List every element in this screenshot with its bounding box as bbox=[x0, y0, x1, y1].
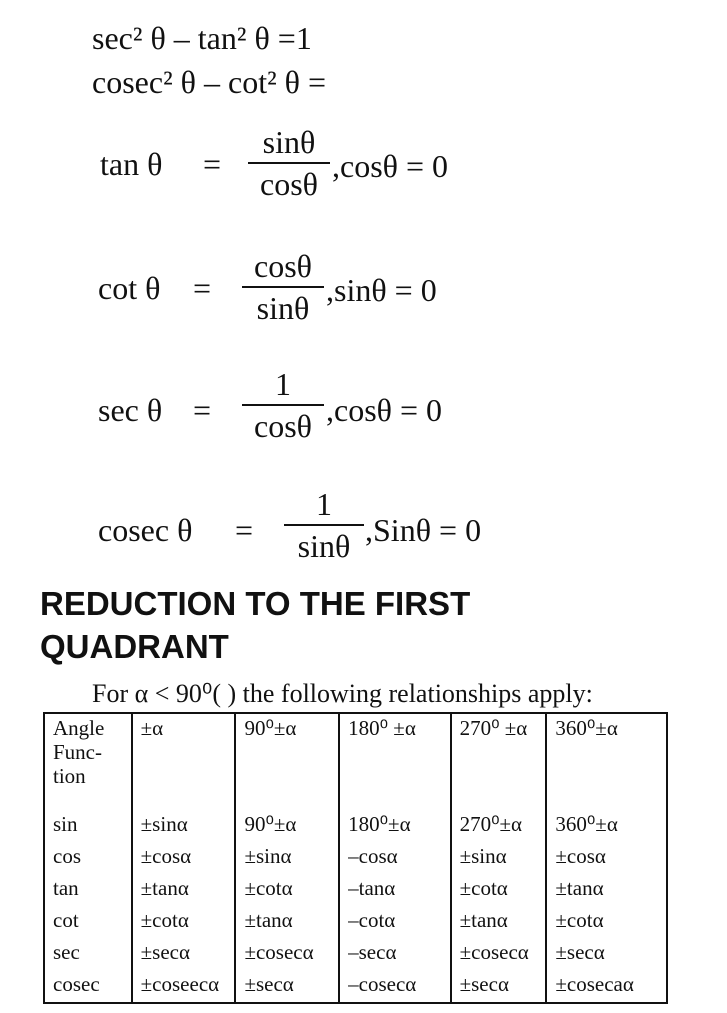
identity-sec-tan: sec² θ – tan² θ =1 bbox=[92, 20, 312, 56]
def-sec-fraction bbox=[242, 366, 324, 444]
table-cell: ±tanα bbox=[132, 874, 236, 906]
def-cosec-numerator: 1 bbox=[316, 486, 332, 522]
table-cell-function: cos bbox=[44, 842, 132, 874]
table-cell: –secα bbox=[339, 938, 450, 970]
def-cosec-equals: = bbox=[235, 512, 254, 548]
def-cosec-condition: ,Sinθ = 0 bbox=[365, 512, 482, 548]
table-cell: ±sinα bbox=[132, 810, 236, 842]
table-cell: ±tanα bbox=[546, 874, 667, 906]
table-cell: 180⁰±α bbox=[339, 810, 450, 842]
def-tan-denominator: cosθ bbox=[260, 166, 318, 202]
table-cell-function: cosec bbox=[44, 970, 132, 1003]
table-cell: ±cotα bbox=[451, 874, 547, 906]
def-tan-condition: ,cosθ = 0 bbox=[332, 148, 449, 184]
def-cot-lhs: cot θ bbox=[98, 270, 161, 306]
identity-cosec-cot: cosec² θ – cot² θ = bbox=[92, 64, 327, 100]
table-cell: ±cosecaα bbox=[546, 970, 667, 1003]
table-cell: ±tanα bbox=[451, 906, 547, 938]
def-sec-denominator: cosθ bbox=[254, 408, 312, 444]
header-cell: 360⁰±α bbox=[546, 713, 667, 810]
table-cell: ±cotα bbox=[546, 906, 667, 938]
header-cell-function bbox=[44, 713, 132, 810]
table-cell: ±sinα bbox=[451, 842, 547, 874]
def-cosec-denominator: sinθ bbox=[297, 528, 351, 564]
table-cell-function: cot bbox=[44, 906, 132, 938]
table-cell: ±cosα bbox=[132, 842, 236, 874]
table-cell: ±coseecα bbox=[132, 970, 236, 1003]
table-cell: ±secα bbox=[132, 938, 236, 970]
table-cell: 90⁰±α bbox=[235, 810, 339, 842]
intro-text: For α < 90⁰( ) the following relationships apply: bbox=[92, 679, 593, 708]
table-cell: ±cosecα bbox=[235, 938, 339, 970]
table-cell: –cosecα bbox=[339, 970, 450, 1003]
fraction-bar bbox=[242, 286, 324, 288]
def-sec-lhs: sec θ bbox=[98, 392, 163, 428]
def-sec-numerator: 1 bbox=[275, 366, 291, 402]
def-sec-equals: = bbox=[193, 392, 212, 428]
table-cell-function: tan bbox=[44, 874, 132, 906]
table-cell: ±cotα bbox=[235, 874, 339, 906]
def-cosec-fraction bbox=[284, 486, 364, 564]
def-cot-fraction bbox=[242, 248, 324, 326]
table-header-row bbox=[44, 713, 667, 810]
header-cell: 180⁰ ±α bbox=[339, 713, 450, 810]
section-heading-line1: REDUCTION TO THE FIRST bbox=[40, 585, 471, 622]
def-cot-numerator: cosθ bbox=[254, 248, 312, 284]
table-cell: ±cosα bbox=[546, 842, 667, 874]
def-cot-condition: ,sinθ = 0 bbox=[326, 272, 437, 308]
header-cell: 90⁰±α bbox=[235, 713, 339, 810]
table-row bbox=[44, 970, 667, 1003]
table-cell: ±secα bbox=[235, 970, 339, 1003]
table-cell: –cotα bbox=[339, 906, 450, 938]
def-tan-lhs: tan θ bbox=[100, 146, 163, 182]
table-row bbox=[44, 810, 667, 842]
table-cell: ±secα bbox=[546, 938, 667, 970]
def-tan-fraction bbox=[248, 124, 330, 202]
table-cell: ±secα bbox=[451, 970, 547, 1003]
table-row bbox=[44, 874, 667, 906]
table-cell: ±tanα bbox=[235, 906, 339, 938]
header-function-line: Func- bbox=[53, 740, 102, 764]
table-cell: 360⁰±α bbox=[546, 810, 667, 842]
header-cell: ±α bbox=[132, 713, 236, 810]
def-tan-equals: = bbox=[203, 146, 222, 182]
fraction-bar bbox=[248, 162, 330, 164]
table-cell: –tanα bbox=[339, 874, 450, 906]
fraction-bar bbox=[242, 404, 324, 406]
def-cot-equals: = bbox=[193, 270, 212, 306]
table-cell: ±sinα bbox=[235, 842, 339, 874]
table-row bbox=[44, 842, 667, 874]
table-cell: ±cotα bbox=[132, 906, 236, 938]
table-cell: 270⁰±α bbox=[451, 810, 547, 842]
table-cell-function: sin bbox=[44, 810, 132, 842]
header-function-line: Angle bbox=[53, 716, 105, 740]
def-tan-numerator: sinθ bbox=[262, 124, 316, 160]
header-cell: 270⁰ ±α bbox=[451, 713, 547, 810]
table-cell: –cosα bbox=[339, 842, 450, 874]
table-cell: ±cosecα bbox=[451, 938, 547, 970]
table-row bbox=[44, 938, 667, 970]
header-function-line: tion bbox=[53, 764, 86, 788]
def-cosec-lhs: cosec θ bbox=[98, 512, 193, 548]
section-heading-line2: QUADRANT bbox=[40, 628, 229, 665]
table-row bbox=[44, 906, 667, 938]
reduction-table bbox=[43, 712, 668, 1004]
def-sec-condition: ,cosθ = 0 bbox=[326, 392, 443, 428]
def-cot-denominator: sinθ bbox=[256, 290, 310, 326]
fraction-bar bbox=[284, 524, 364, 526]
table-cell-function: sec bbox=[44, 938, 132, 970]
